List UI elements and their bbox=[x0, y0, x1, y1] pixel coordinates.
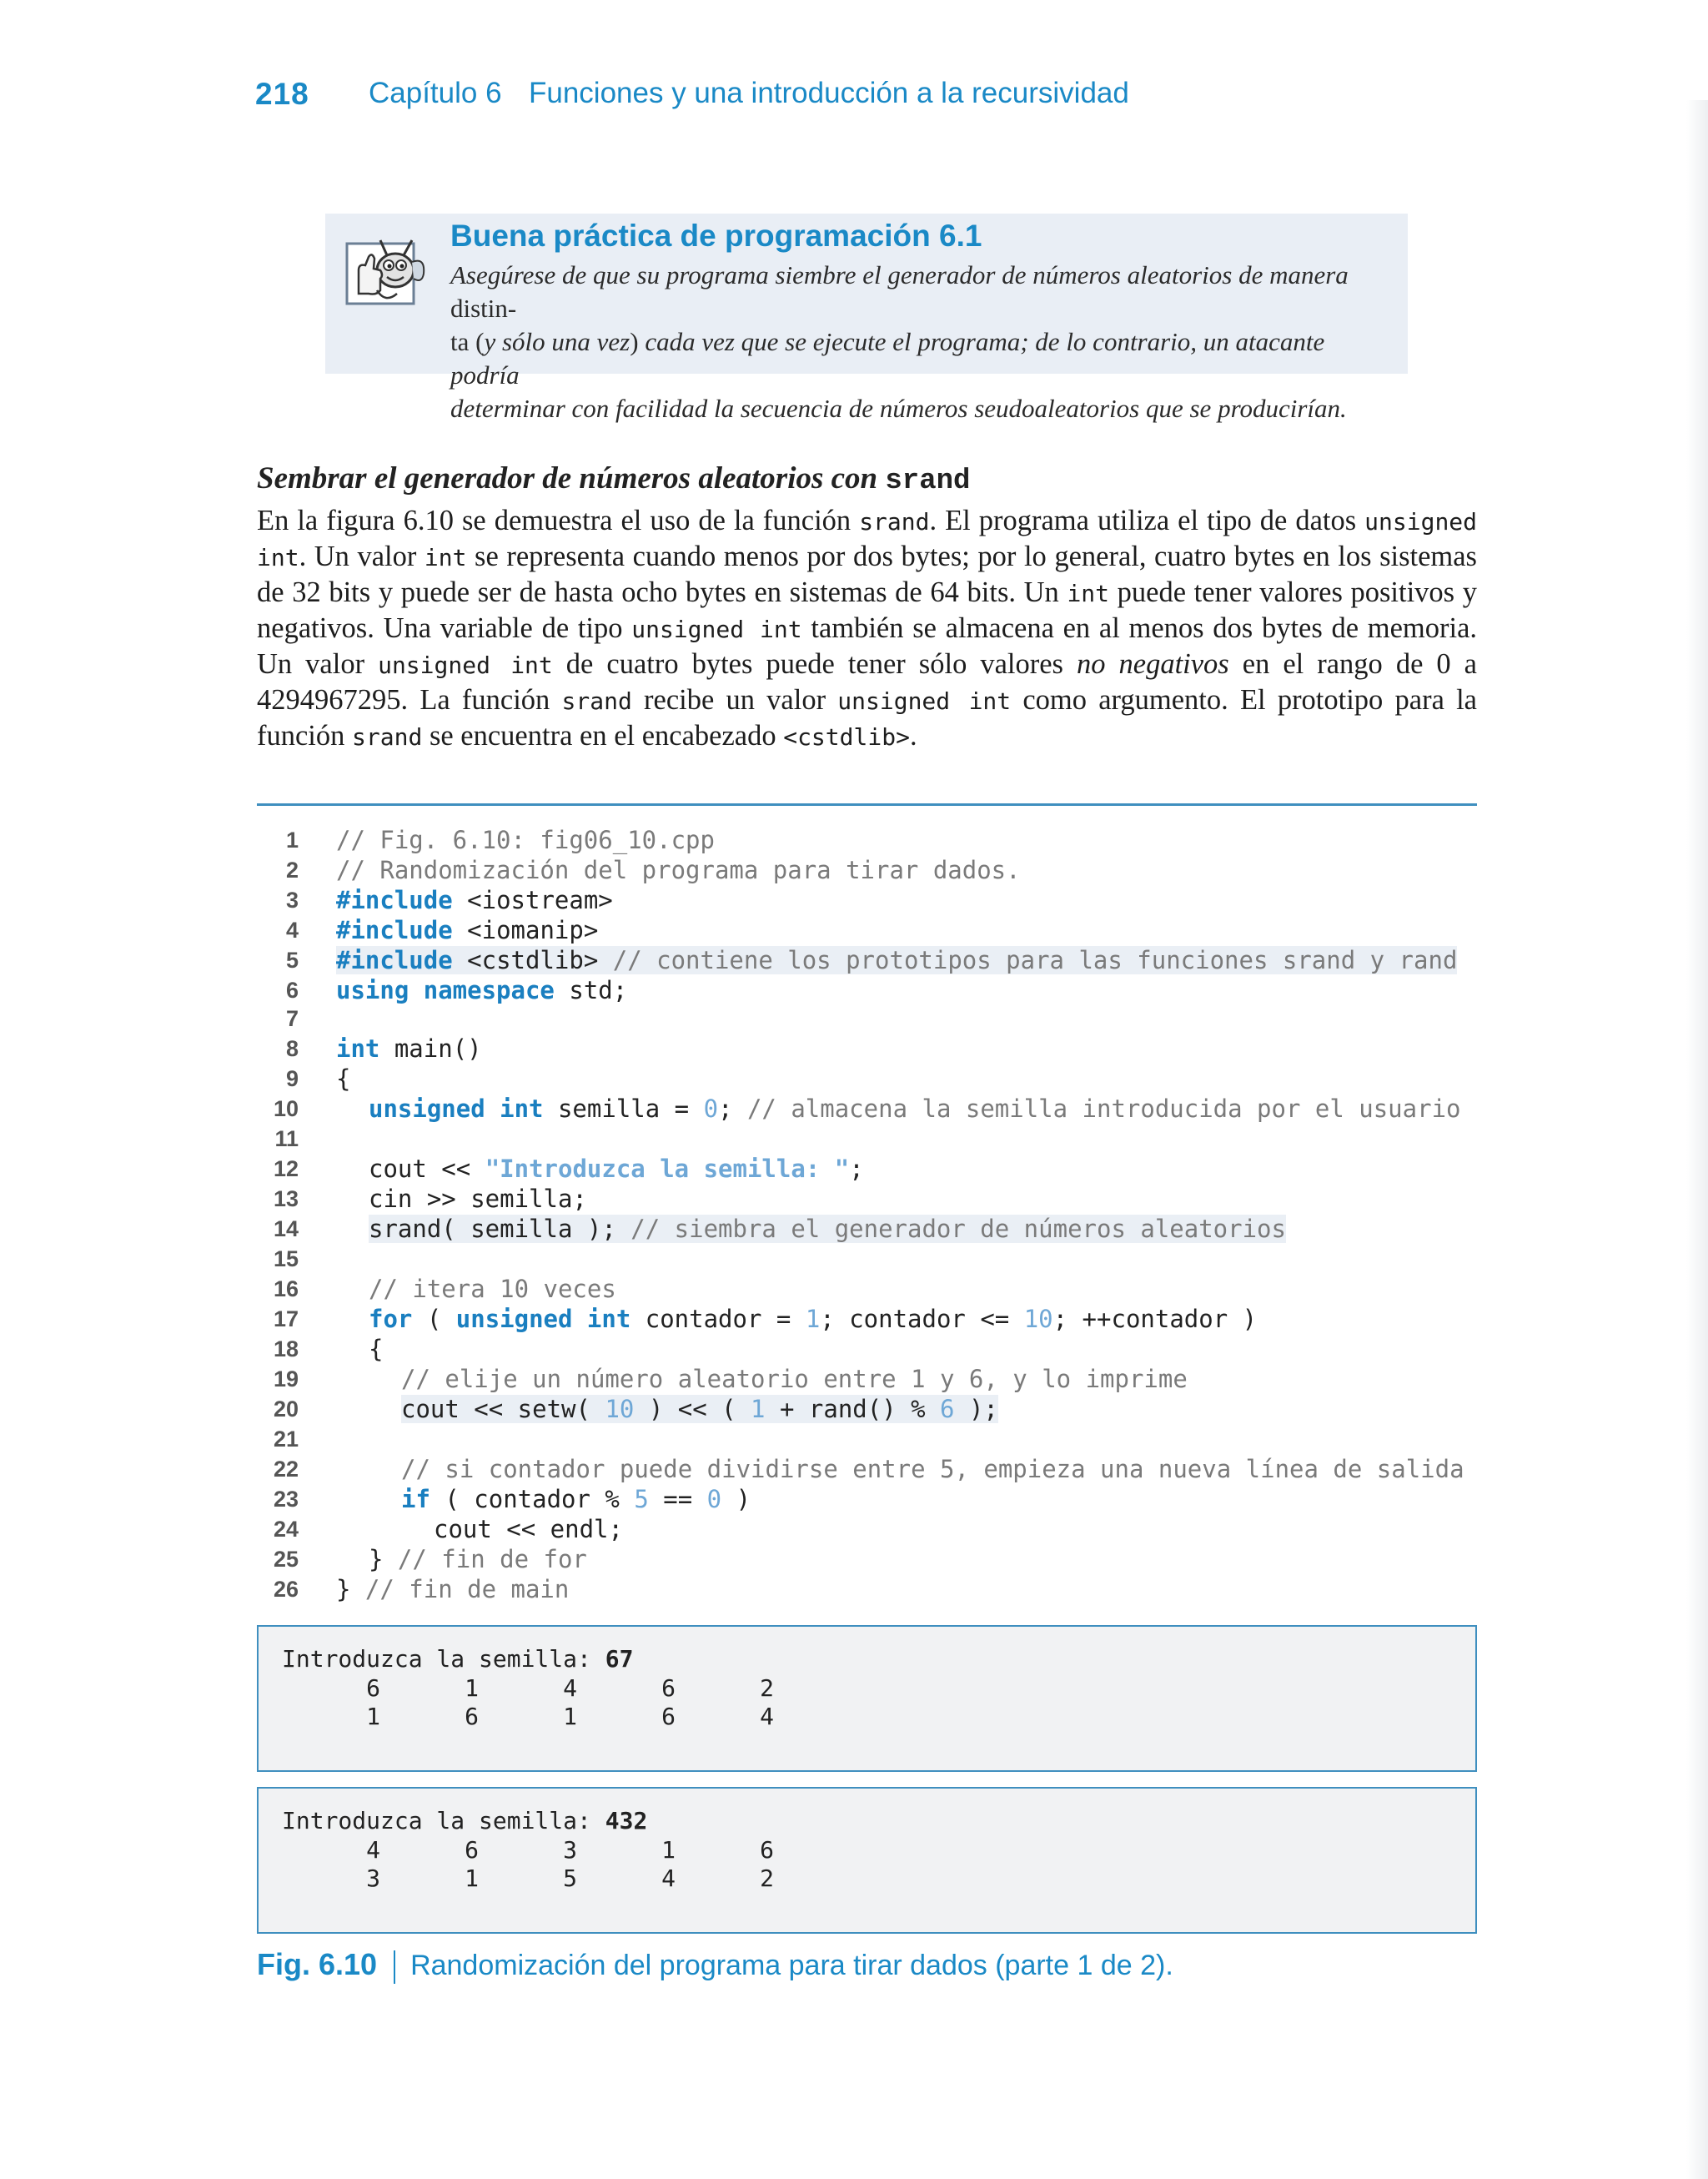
line-number: 24 bbox=[273, 1517, 299, 1542]
line-number: 26 bbox=[273, 1577, 299, 1602]
line-number: 6 bbox=[285, 978, 299, 1003]
listing-top-rule bbox=[257, 803, 1477, 806]
code-text: #include <iostream> bbox=[336, 886, 613, 914]
paragraph-line: función srand se encuentra en el encabezado <cstdlib>. bbox=[257, 720, 917, 752]
paragraph-line: de 32 bits y puede ser de hasta ocho bytes en sistemas de 64 bits. Un int puede tener valores positivos y bbox=[257, 576, 1477, 608]
code-text: // Fig. 6.10: fig06_10.cpp bbox=[336, 826, 715, 854]
line-number: 18 bbox=[273, 1336, 299, 1361]
good-practice-box bbox=[325, 214, 1408, 423]
figure-caption bbox=[257, 1947, 1173, 1984]
program-output-box bbox=[257, 1787, 1477, 1934]
code-text: srand( semilla ); // siembra el generador de números aleatorios bbox=[369, 1215, 1286, 1243]
output-dice-row: 1 6 1 6 4 bbox=[282, 1703, 775, 1730]
code-text: cout << "Introduzca la semilla: "; bbox=[369, 1155, 864, 1183]
seed-input-value: 432 bbox=[605, 1807, 648, 1834]
code-text: // si contador puede dividirse entre 5, empieza una nueva línea de salida bbox=[401, 1455, 1464, 1483]
figure-caption-text: Randomización del programa para tirar dados (parte 1 de 2). bbox=[410, 1950, 1173, 1981]
line-number: 2 bbox=[285, 858, 299, 883]
figure-label: Fig. 6.10 bbox=[257, 1947, 378, 1981]
line-number: 25 bbox=[273, 1547, 299, 1572]
line-number: 20 bbox=[273, 1396, 299, 1422]
tip-title: Buena práctica de programación 6.1 bbox=[450, 219, 982, 253]
paragraph-line: 4294967295. La función srand recibe un valor unsigned int como argumento. El prototipo para la bbox=[257, 684, 1477, 716]
seed-input-value: 67 bbox=[605, 1645, 634, 1673]
line-number: 22 bbox=[273, 1457, 299, 1482]
line-number: 13 bbox=[273, 1186, 299, 1211]
line-number: 4 bbox=[285, 918, 299, 943]
code-text: cin >> semilla; bbox=[369, 1185, 587, 1213]
paragraph-line: int. Un valor int se representa cuando menos por dos bytes; por lo general, cuatro bytes en los sistemas bbox=[257, 541, 1477, 572]
line-number: 10 bbox=[273, 1096, 299, 1121]
code-text: #include <iomanip> bbox=[336, 916, 599, 944]
output-dice-row: 6 1 4 6 2 bbox=[282, 1674, 775, 1702]
line-number: 12 bbox=[273, 1156, 299, 1181]
line-number: 7 bbox=[285, 1006, 299, 1031]
section-heading: Sembrar el generador de números aleatorios con srand bbox=[257, 461, 971, 497]
thumbs-up-bug-icon bbox=[344, 232, 427, 315]
output-dice-row: 3 1 5 4 2 bbox=[282, 1864, 775, 1892]
code-text: int main() bbox=[336, 1034, 482, 1063]
paragraph-line: Un valor unsigned int de cuatro bytes puede tener sólo valores no negativos en el rango de 0 a bbox=[257, 648, 1477, 680]
output-dice-row: 4 6 3 1 6 bbox=[282, 1836, 775, 1864]
line-number: 5 bbox=[285, 948, 299, 973]
line-number: 23 bbox=[273, 1487, 299, 1512]
page-edge-shadow bbox=[1686, 100, 1708, 2179]
code-text: // elije un número aleatorio entre 1 y 6, y lo imprime bbox=[401, 1365, 1188, 1393]
line-number: 9 bbox=[285, 1066, 299, 1091]
code-text: for ( unsigned int contador = 1; contador <= 10; ++contador ) bbox=[369, 1305, 1258, 1333]
paragraph-line: negativos. Una variable de tipo unsigned int también se almacena en al menos dos bytes de memoria. bbox=[257, 612, 1478, 644]
line-number: 3 bbox=[285, 888, 299, 913]
chapter-number: Capítulo 6 bbox=[369, 77, 502, 109]
code-text: } // fin de for bbox=[369, 1545, 587, 1573]
code-text: // Randomización del programa para tirar dados. bbox=[336, 856, 1021, 884]
code-text: cout << setw( 10 ) << ( 1 + rand() % 6 ); bbox=[401, 1395, 998, 1423]
line-number: 15 bbox=[273, 1246, 299, 1271]
code-text: { bbox=[336, 1064, 351, 1093]
line-number: 17 bbox=[273, 1306, 299, 1331]
code-text: cout << endl; bbox=[434, 1515, 623, 1543]
code-text: if ( contador % 5 == 0 ) bbox=[401, 1485, 751, 1513]
line-number: 14 bbox=[273, 1216, 299, 1241]
caption-divider bbox=[394, 1950, 395, 1984]
code-text: } // fin de main bbox=[336, 1575, 570, 1603]
line-number: 11 bbox=[274, 1126, 299, 1151]
code-text: unsigned int semilla = 0; // almacena la semilla introducida por el usuario bbox=[369, 1095, 1461, 1123]
output-prompt-line: Introduzca la semilla: 432 bbox=[282, 1807, 648, 1834]
line-number: 21 bbox=[273, 1427, 299, 1452]
code-text: { bbox=[369, 1335, 384, 1363]
chapter-title: Funciones y una introducción a la recursividad bbox=[529, 77, 1129, 109]
line-number: 1 bbox=[285, 828, 299, 853]
code-text: // itera 10 veces bbox=[369, 1275, 616, 1303]
program-output-box bbox=[257, 1625, 1477, 1772]
line-number: 16 bbox=[273, 1276, 299, 1301]
output-prompt-line: Introduzca la semilla: 67 bbox=[282, 1645, 634, 1673]
paragraph-line: En la figura 6.10 se demuestra el uso de la función srand. El programa utiliza el tipo de datos unsigned bbox=[257, 505, 1478, 536]
page-number: 218 bbox=[255, 77, 309, 111]
code-text: using namespace std; bbox=[336, 976, 628, 1004]
tip-text: Asegúrese de que su programa siembre el generador de números aleatorios de manera distin- ta (y sólo una vez) cada vez que se ejecute el programa; de lo contrario, un atacante podría determinar con facilidad la secuencia de números seudoaleatorios que se producirían. bbox=[450, 260, 1349, 423]
code-text: #include <cstdlib> // contiene los prototipos para las funciones srand y rand bbox=[336, 946, 1458, 974]
line-number: 19 bbox=[273, 1366, 299, 1391]
line-number: 8 bbox=[285, 1036, 299, 1061]
